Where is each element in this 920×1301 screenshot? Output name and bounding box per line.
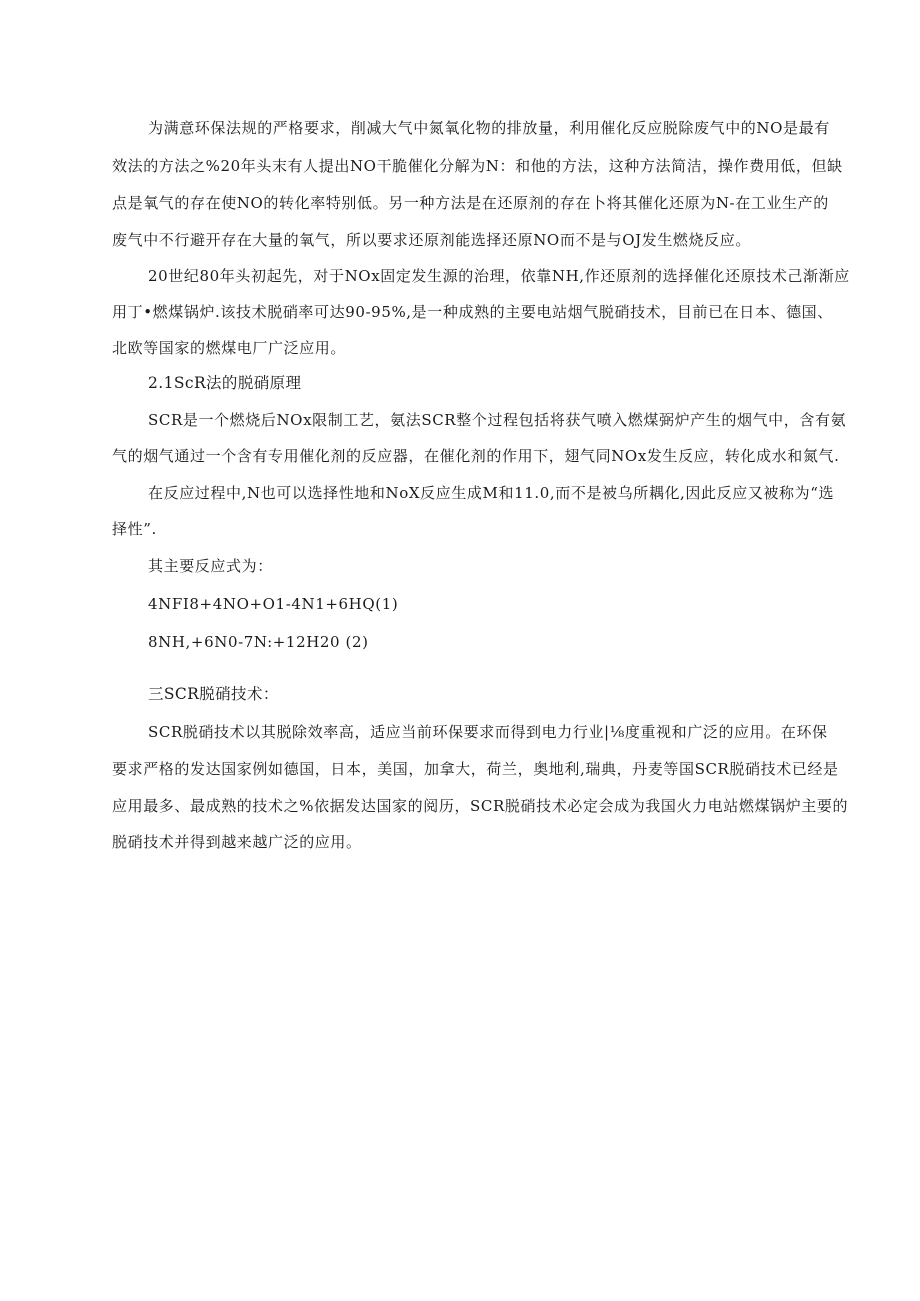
paragraph-3-line-2: 气的烟气通过一个含有专用催化剂的反应器，在催化剂的作用下，翅气同NOx发生反应，转化成水和氮气. <box>112 447 840 465</box>
paragraph-2-line-1: 20世纪80年头初起先，对于NOx固定发生源的治理，依靠NH,作还原剂的选择催化还原技术己渐渐应 <box>148 267 850 285</box>
section-heading-2-1: 2.1ScR法的脱硝原理 <box>148 374 302 392</box>
reaction-formula-1: 4NFI8+4NO+O1-4N1+6HQ(1) <box>148 595 399 613</box>
reaction-formula-2: 8NH,+6N0-7N:+12H20 (2) <box>148 633 369 651</box>
paragraph-2-line-3: 北欧等国家的燃煤电厂广泛应用。 <box>112 339 347 357</box>
paragraph-2-line-2: 用丁•燃煤锅炉.该技术脱硝率可达90-95%,是一种成熟的主要电站烟气脱硝技术，目前已在日本、德国、 <box>112 303 833 321</box>
paragraph-3-line-1: SCR是一个燃烧后NOx限制工艺，氨法SCR整个过程包括将获气喷入燃煤弼炉产生的烟气中，含有氨 <box>148 411 847 429</box>
paragraph-5-line-1: SCR脱硝技术以其脱除效率高，适应当前环保要求而得到电力行业|⅛度重视和广泛的应用。在环保 <box>148 723 828 741</box>
paragraph-1-line-2: 效法的方法之%20年头末有人提出NO干脆催化分解为N：和他的方法，这种方法简洁，操作费用低，但缺 <box>112 157 843 175</box>
paragraph-1-line-4: 废气中不行避开存在大量的氧气，所以要求还原剂能选择还原NO而不是与OJ发生燃烧反应。 <box>112 231 751 249</box>
paragraph-4-line-1: 在反应过程中,N也可以选择性地和NoX反应生成M和11.0,而不是被乌所耦化,因此反应又被称为“选 <box>148 484 835 502</box>
reaction-intro: 其主要反应式为： <box>148 557 273 575</box>
paragraph-1-line-1: 为满意环保法规的严格要求，削减大气中氮氧化物的排放量，利用催化反应脱除废气中的NO是最有 <box>148 119 830 137</box>
paragraph-5-line-2: 要求严格的发达国家例如德国，日本，美国，加拿大，荷兰，奥地利,瑞典，丹麦等国SCR脱硝技术已经是 <box>112 760 839 778</box>
paragraph-1-line-3: 点是氧气的存在使NO的转化率特别低。另一种方法是在还原剂的存在卜将其催化还原为N-在工业生产的 <box>112 194 829 212</box>
paragraph-5-line-3: 应用最多、最成熟的技术之%依据发达国家的阅历，SCR脱硝技术必定会成为我国火力电站燃煤锅炉主要的 <box>112 797 849 815</box>
paragraph-4-line-2: 择性”. <box>112 520 157 538</box>
section-heading-3: 三SCR脱硝技术： <box>148 685 279 703</box>
paragraph-5-line-4: 脱硝技术并得到越来越广泛的应用。 <box>112 833 362 851</box>
